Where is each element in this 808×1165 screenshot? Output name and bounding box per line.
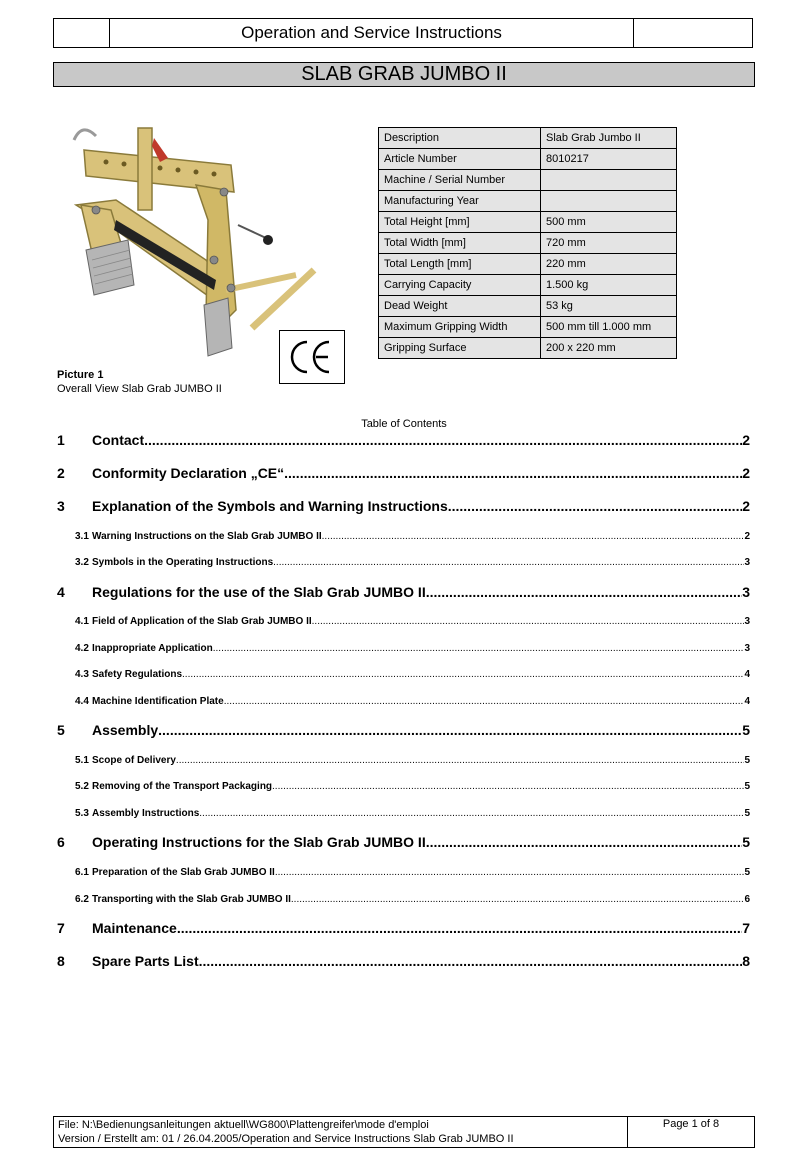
toc-page: 8	[742, 953, 750, 969]
toc-leader	[312, 616, 745, 627]
toc-entry-title: Preparation of the Slab Grab JUMBO II	[92, 867, 275, 878]
page-footer	[53, 1116, 755, 1148]
toc-title: Table of Contents	[361, 418, 447, 430]
toc-entry-title: Assembly	[92, 722, 159, 738]
table-row	[379, 191, 677, 212]
toc-number: 4.1	[75, 616, 89, 627]
toc-entry[interactable]	[57, 557, 750, 568]
spec-value	[541, 191, 677, 212]
toc-page: 7	[742, 920, 750, 936]
table-row	[379, 170, 677, 191]
spec-key: Gripping Surface	[379, 338, 541, 359]
toc-page: 5	[744, 755, 750, 766]
header-left-cell	[54, 19, 110, 47]
spec-key: Maximum Gripping Width	[379, 317, 541, 338]
toc-page: 3	[744, 557, 750, 568]
toc-number: 8	[57, 953, 65, 969]
toc-entry[interactable]	[57, 722, 750, 738]
toc-entry[interactable]	[57, 465, 750, 481]
toc-number: 6.2	[75, 894, 89, 905]
spec-value: 1.500 kg	[541, 275, 677, 296]
toc-page: 4	[744, 696, 750, 707]
toc-entry[interactable]	[57, 669, 750, 680]
toc-page: 5	[742, 722, 750, 738]
toc-leader	[426, 834, 743, 850]
table-row	[379, 275, 677, 296]
table-row	[379, 338, 677, 359]
spec-key: Total Width [mm]	[379, 233, 541, 254]
spec-key: Carrying Capacity	[379, 275, 541, 296]
toc-number: 5.1	[75, 755, 89, 766]
toc-page: 2	[742, 432, 750, 448]
footer-page-number: Page 1 of 8	[662, 1118, 720, 1130]
toc-leader	[284, 465, 742, 481]
toc-number: 5	[57, 722, 65, 738]
picture-caption-text: Overall View Slab Grab JUMBO II	[57, 383, 222, 395]
toc-leader	[426, 584, 743, 600]
spec-key: Article Number	[379, 149, 541, 170]
toc-number: 3	[57, 498, 65, 514]
spec-value: Slab Grab Jumbo II	[541, 128, 677, 149]
toc-entry[interactable]	[57, 584, 750, 600]
toc-entry-title: Symbols in the Operating Instructions	[92, 557, 274, 568]
toc-entry[interactable]	[57, 894, 750, 905]
toc-page: 5	[744, 808, 750, 819]
toc-entry[interactable]	[57, 643, 750, 654]
toc-entry-title: Maintenance	[92, 920, 177, 936]
spec-value: 8010217	[541, 149, 677, 170]
toc-page: 3	[742, 584, 750, 600]
toc-leader	[448, 498, 742, 514]
toc-entry-title: Spare Parts List	[92, 953, 199, 969]
toc-entry[interactable]	[57, 432, 750, 448]
spec-key: Total Height [mm]	[379, 212, 541, 233]
toc-entry-title: Operating Instructions for the Slab Grab JUMBO II	[92, 834, 426, 850]
toc-entry-title: Transporting with the Slab Grab JUMBO II	[92, 894, 291, 905]
picture-label: Picture 1	[57, 369, 104, 381]
footer-file-path: File: N:\Bedienungsanleitungen aktuell\WG800\Plattengreifer\mode d'emploi	[58, 1119, 429, 1131]
table-row	[379, 233, 677, 254]
toc-leader	[177, 920, 742, 936]
spec-value	[541, 170, 677, 191]
toc-entry[interactable]	[57, 531, 750, 542]
toc-leader	[273, 557, 744, 568]
toc-entry-title: Safety Regulations	[92, 669, 183, 680]
spec-value: 720 mm	[541, 233, 677, 254]
toc-page: 3	[744, 616, 750, 627]
toc-number: 6	[57, 834, 65, 850]
toc-number: 7	[57, 920, 65, 936]
toc-entry-title: Regulations for the use of the Slab Grab JUMBO II	[92, 584, 426, 600]
toc-entry[interactable]	[57, 498, 750, 514]
toc-number: 5.2	[75, 781, 89, 792]
toc-leader	[199, 808, 744, 819]
toc-entry-title: Field of Application of the Slab Grab JUMBO II	[92, 616, 312, 627]
toc-entry[interactable]	[57, 616, 750, 627]
toc-entry-title: Warning Instructions on the Slab Grab JUMBO II	[92, 531, 322, 542]
toc-page: 5	[744, 781, 750, 792]
header-title: Operation and Service Instructions	[241, 23, 502, 42]
toc-leader	[322, 531, 745, 542]
spec-table	[378, 127, 677, 359]
toc-number: 1	[57, 432, 65, 448]
footer-info	[54, 1117, 628, 1147]
toc-number: 4	[57, 584, 65, 600]
toc-leader	[272, 781, 744, 792]
toc-page: 6	[744, 894, 750, 905]
toc-page: 4	[744, 669, 750, 680]
toc-entry-title: Assembly Instructions	[92, 808, 200, 819]
toc-leader	[213, 643, 745, 654]
toc-number: 3.2	[75, 557, 89, 568]
picture-caption	[57, 368, 222, 396]
toc-entry[interactable]	[57, 834, 750, 850]
toc-entry-title: Removing of the Transport Packaging	[92, 781, 273, 792]
spec-value: 500 mm	[541, 212, 677, 233]
document-title: SLAB GRAB JUMBO II	[53, 62, 755, 87]
table-row	[379, 317, 677, 338]
toc-leader	[144, 432, 742, 448]
toc-leader	[291, 894, 745, 905]
toc-entry-title: Machine Identification Plate	[92, 696, 224, 707]
spec-key: Manufacturing Year	[379, 191, 541, 212]
ce-mark	[279, 330, 345, 384]
toc-page: 5	[744, 867, 750, 878]
table-row	[379, 296, 677, 317]
toc-entry-title: Scope of Delivery	[92, 755, 176, 766]
table-row	[379, 254, 677, 275]
toc-page: 2	[742, 465, 750, 481]
toc-entry[interactable]	[57, 953, 750, 969]
toc-number: 6.1	[75, 867, 89, 878]
spec-value: 53 kg	[541, 296, 677, 317]
toc-number: 2	[57, 465, 65, 481]
toc-leader	[199, 953, 743, 969]
toc-entry[interactable]	[57, 696, 750, 707]
page-header	[53, 18, 753, 48]
header-right-cell	[633, 19, 752, 47]
toc-entry[interactable]	[57, 867, 750, 878]
spec-value: 200 x 220 mm	[541, 338, 677, 359]
table-row	[379, 149, 677, 170]
toc-leader	[182, 669, 744, 680]
table-row	[379, 128, 677, 149]
spec-key: Dead Weight	[379, 296, 541, 317]
toc-page: 3	[744, 643, 750, 654]
toc-leader	[158, 722, 742, 738]
toc-number: 4.2	[75, 643, 89, 654]
toc-leader	[176, 755, 745, 766]
spec-key: Description	[379, 128, 541, 149]
toc-number: 3.1	[75, 531, 89, 542]
toc-entry[interactable]	[57, 920, 750, 936]
toc-number: 4.3	[75, 669, 89, 680]
toc-entry[interactable]	[57, 755, 750, 766]
toc-page: 5	[742, 834, 750, 850]
toc-number: 4.4	[75, 696, 89, 707]
footer-version: Version / Erstellt am: 01 / 26.04.2005/Operation and Service Instructions Slab Grab JUMBO II	[58, 1133, 514, 1145]
table-row	[379, 212, 677, 233]
slab-grab-illustration	[56, 110, 326, 365]
toc-entry[interactable]	[57, 781, 750, 792]
toc-entry-title: Contact	[92, 432, 145, 448]
toc-leader	[224, 696, 745, 707]
toc-entry-title: Conformity Declaration „CE“	[92, 465, 285, 481]
spec-value: 500 mm till 1.000 mm	[541, 317, 677, 338]
spec-key: Machine / Serial Number	[379, 170, 541, 191]
toc-page: 2	[742, 498, 750, 514]
toc-entry-title: Explanation of the Symbols and Warning Instructions	[92, 498, 448, 514]
toc-entry-title: Inappropriate Application	[92, 643, 213, 654]
toc-number: 5.3	[75, 808, 89, 819]
spec-value: 220 mm	[541, 254, 677, 275]
toc-entry[interactable]	[57, 808, 750, 819]
toc-page: 2	[744, 531, 750, 542]
spec-key: Total Length [mm]	[379, 254, 541, 275]
toc-leader	[275, 867, 745, 878]
